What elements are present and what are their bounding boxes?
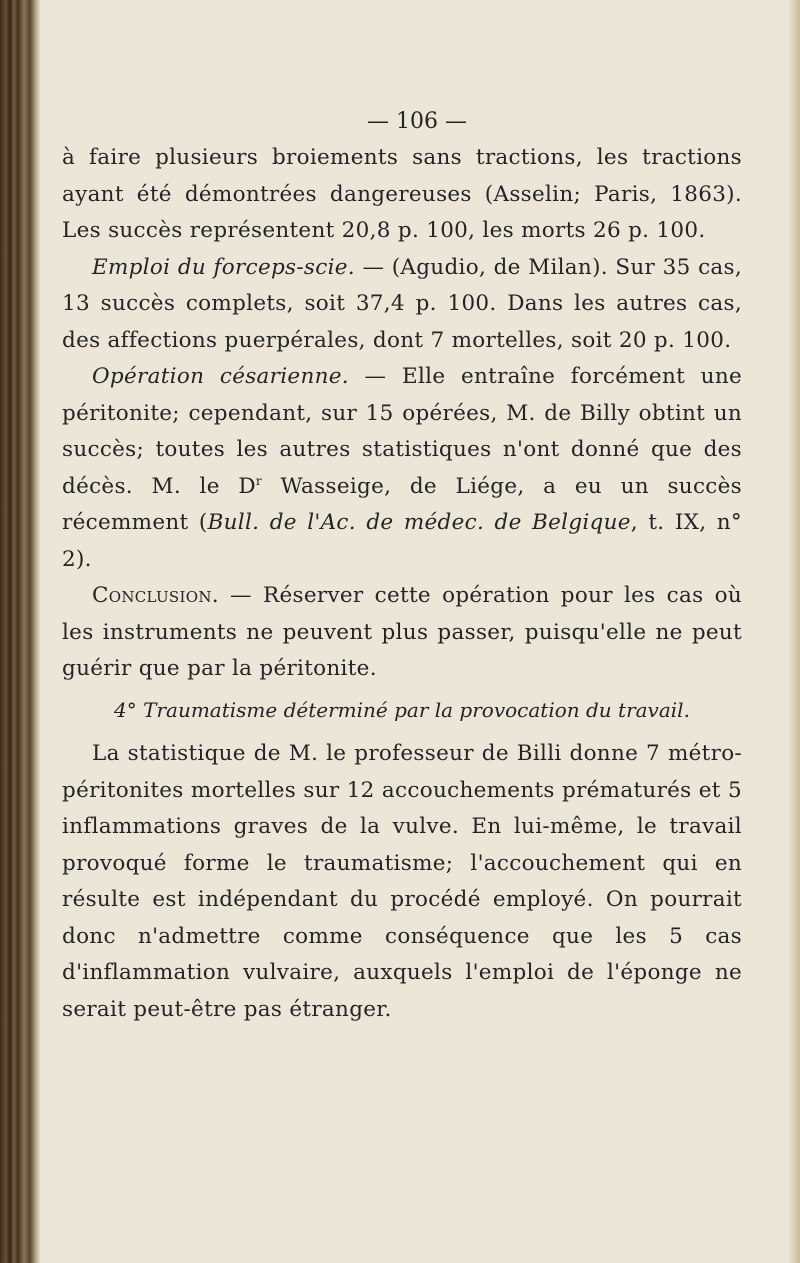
paragraph-1: à faire plusieurs broiements sans tractions, les tractions ayant été démontrées dangereuses (Asselin; Paris, 1863). Les succès représentent 20,8 p. 100, les morts 26 p. 100. xyxy=(62,145,742,243)
page-content xyxy=(62,104,742,1028)
paragraph-forceps-scie xyxy=(62,250,742,360)
paragraph-heading: Opération césarienne. xyxy=(92,364,349,389)
paragraph-conclusion xyxy=(62,578,742,688)
page-number: — 106 — xyxy=(367,109,467,134)
paragraph-statistique: La statistique de M. le professeur de Billi donne 7 métro-péritonites mortelles sur 12 accouchements prématurés et 5 inflammations graves de la vulve. En lui-même, le travail provoqué forme le traumatisme; l'accouchement qui en résulte est indépendant du procédé employé. On pourrait donc n'admettre comme conséquence que les 5 cas d'inflammation vulvaire, auxquels l'emploi de l'éponge ne serait peut-être pas étranger. xyxy=(62,741,742,1022)
paragraph-heading: Emploi du forceps-scie. xyxy=(92,254,355,280)
page-edge-shadow xyxy=(788,0,800,1263)
paragraph-text: — Elle entraîne forcément une péritonite; cependant, sur 15 opérées, M. de Billy obtint un succès; toutes les autres statistiques n'ont donné que des décès. M. le D xyxy=(62,364,742,499)
section-heading: 4° Traumatisme déterminé par la provocation du travail. xyxy=(114,697,690,722)
paragraph-text: Wasseige, de Liége, a eu un succès récemment ( xyxy=(62,473,742,535)
paragraph-text: — Réserver cette opération pour les cas où les instruments ne peuvent plus passer, puisqu'elle ne peut guérir que par la péritonite. xyxy=(62,583,742,681)
citation: Bull. de l'Ac. de médec. de Belgique xyxy=(207,510,631,535)
book-binding-edge xyxy=(0,0,40,1263)
conclusion-label: Conclusion. xyxy=(92,583,219,608)
superscript: r xyxy=(255,473,262,488)
paragraph-text: , t. IX, n° 2). xyxy=(62,510,742,572)
paragraph-text: — (Agudio, de Milan). Sur 35 cas, 13 succès complets, soit 37,4 p. 100. Dans les autres cas, des affections puerpérales, dont 7 mortelles, soit 20 p. 100. xyxy=(62,254,743,353)
paragraph-cesarienne xyxy=(62,359,742,578)
